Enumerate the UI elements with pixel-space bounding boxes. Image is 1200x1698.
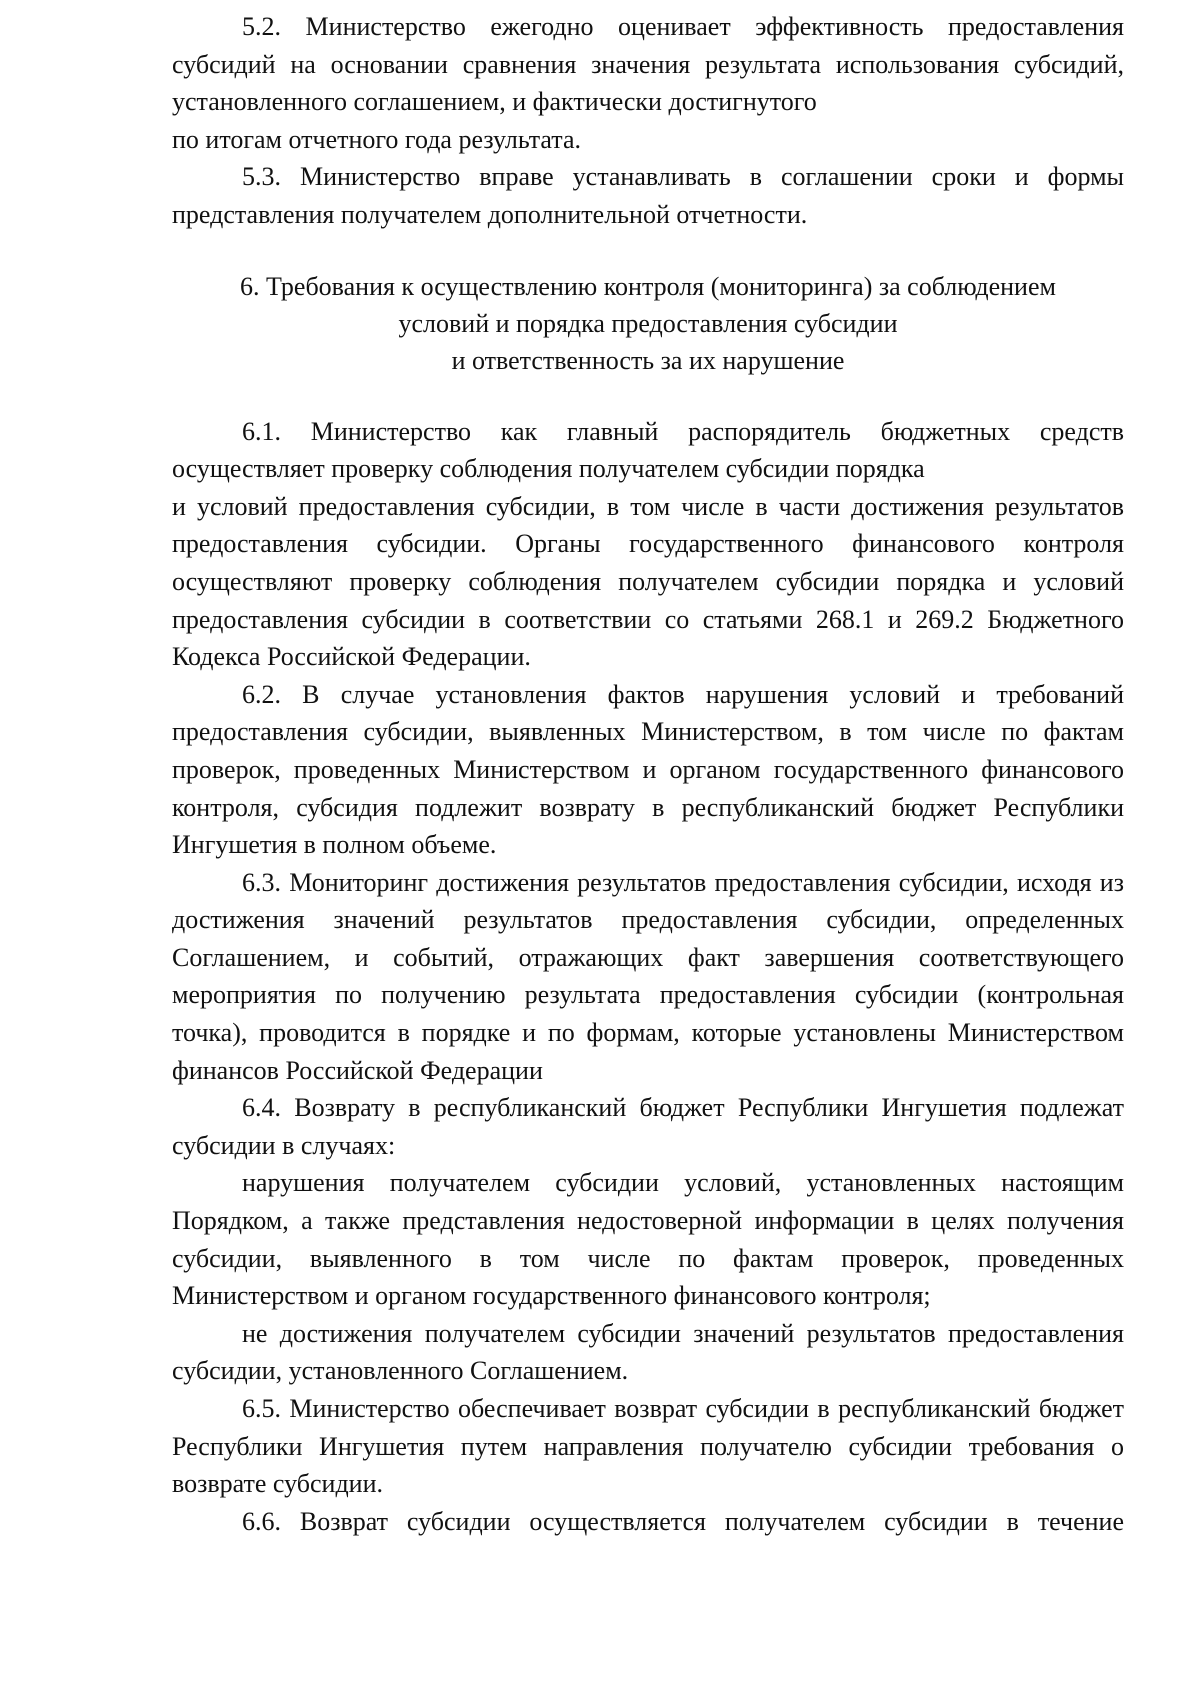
paragraph-5-2: 5.2. Министерство ежегодно оценивает эффективность предоставления субсидий на основании сравнения значения результата использования субсидий, установленного соглашением, и фактически достигнутого: [172, 12, 1124, 117]
paragraph-6-1: 6.1. Министерство как главный распорядитель бюджетных средств осуществляет проверку соблюдения получателем субсидии порядка: [172, 416, 1124, 484]
paragraph-6-4-item-1: нарушения получателем субсидии условий, установленных настоящим Порядком, а также представления недостоверной информации в целях получения субсидии, выявленного в том числе по фактам проверок, проведенных Министерством и органом государственного финансового контроля;: [172, 1168, 1124, 1311]
section-heading: [172, 268, 1124, 379]
paragraph-5-2-continuation: по итогам отчетного года результата.: [172, 124, 582, 154]
paragraph-6-2: 6.2. В случае установления фактов нарушения условий и требований предоставления субсидии, выявленных Министерством, в том числе по фактам проверок, проведенных Министерством и органом государственного финансового контроля, субсидия подлежит возврату в республиканский бюджет Республики Ингушетия в полном объеме.: [172, 679, 1124, 860]
paragraph-6-1-continuation: и условий предоставления субсидии, в том числе в части достижения результатов предоставления субсидии. Органы государственного финансового контроля осуществляют проверку соблюдения получателем субсидии порядка и условий предоставления субсидии в соответствии со статьями 268.1 и 269.2 Бюджетного Кодекса Российской Федерации.: [172, 491, 1124, 672]
paragraph-5-3: 5.3. Министерство вправе устанавливать в соглашении сроки и формы представления получателем дополнительной отчетности.: [172, 162, 1124, 229]
section-heading-line-1: 6. Требования к осуществлению контроля (мониторинга) за соблюдением: [240, 271, 1056, 301]
paragraph-6-6: 6.6. Возврат субсидии осуществляется получателем субсидии в течение: [242, 1506, 1124, 1536]
paragraph-6-3: 6.3. Мониторинг достижения результатов предоставления субсидии, исходя из достижения значений результатов предоставления субсидии, определенных Соглашением, и событий, отражающих факт завершения соответствующего мероприятия по получению результата предоставления субсидии (контрольная точка), проводится в порядке и по формам, которые установлены Министерством финансов Российской Федерации: [172, 867, 1124, 1085]
paragraph-6-4: 6.4. Возврату в республиканский бюджет Республики Ингушетия подлежат субсидии в случаях:: [172, 1093, 1124, 1160]
paragraph-6-4-item-2: не достижения получателем субсидии значений результатов предоставления субсидии, установленного Соглашением.: [172, 1318, 1124, 1386]
document-page: [172, 8, 1124, 1540]
paragraph-6-5: 6.5. Министерство обеспечивает возврат субсидии в республиканский бюджет Республики Ингушетия путем направления получателю субсидии требования о возврате субсидии.: [172, 1394, 1124, 1499]
section-heading-line-2: условий и порядка предоставления субсидии: [398, 308, 898, 338]
section-heading-line-3: и ответственность за их нарушение: [451, 345, 845, 375]
